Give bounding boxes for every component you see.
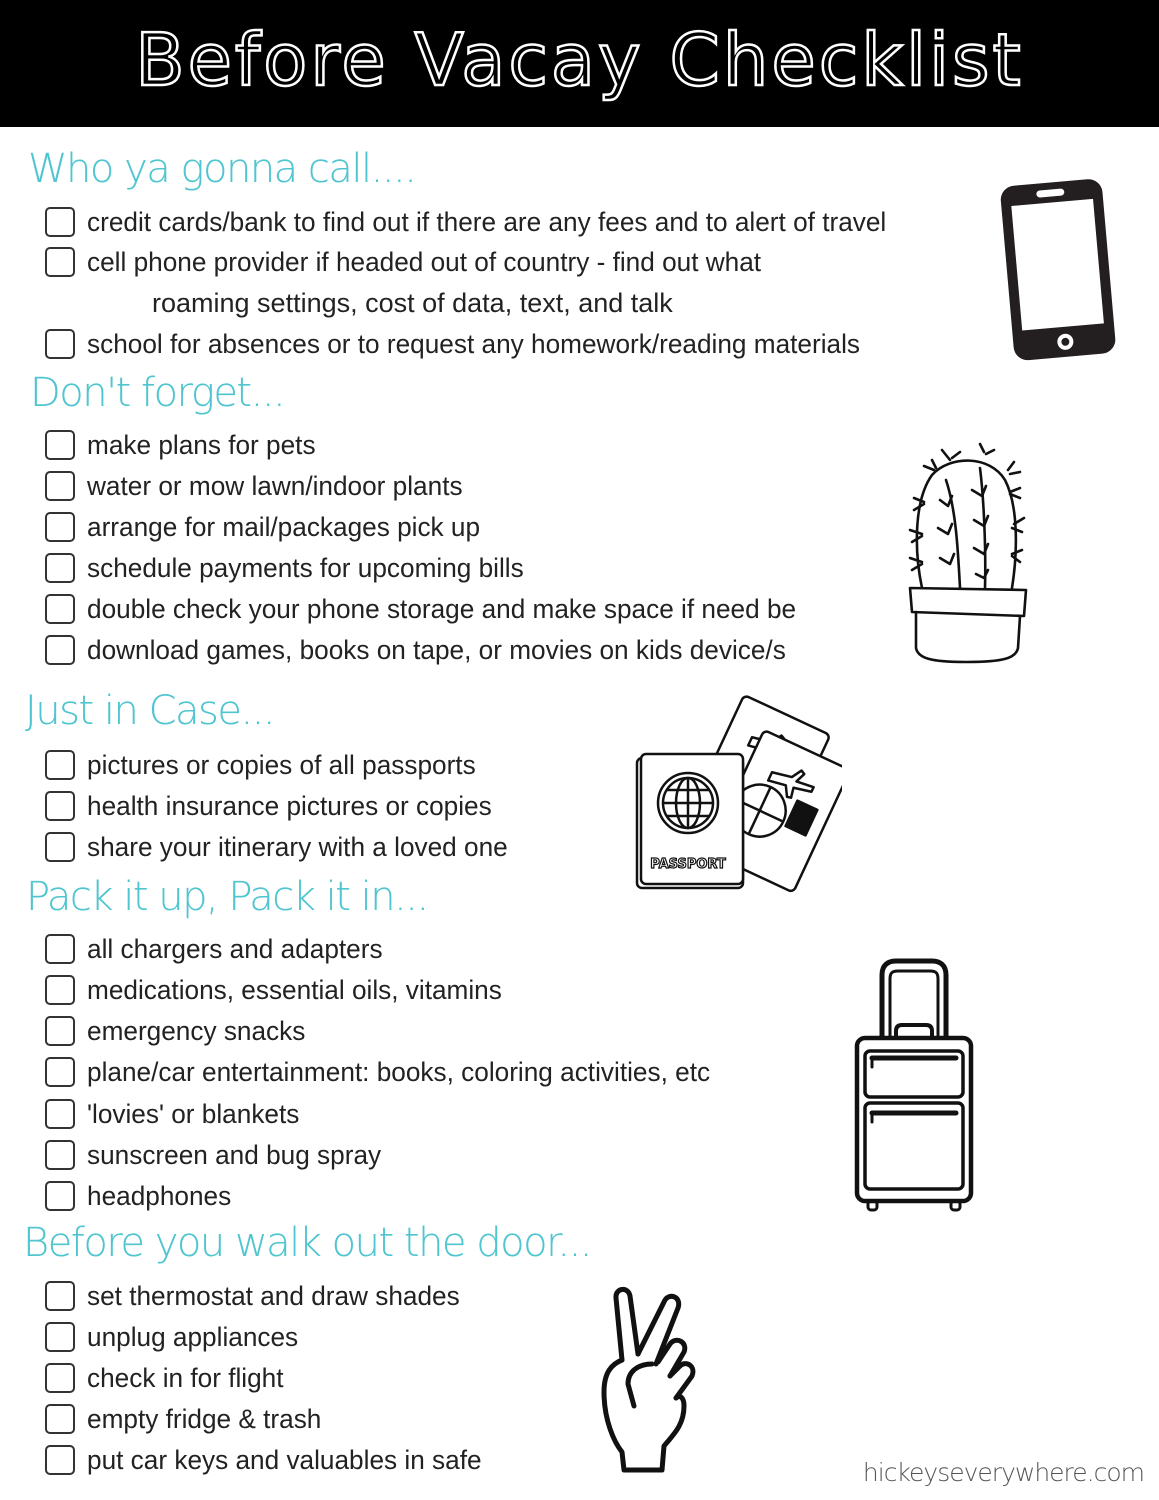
checklist-item[interactable] (45, 1055, 729, 1089)
passport-illustration (632, 690, 842, 895)
item-label: make plans for pets (87, 429, 316, 460)
checklist-item[interactable] (45, 428, 323, 462)
checklist-item[interactable] (45, 469, 474, 503)
checkbox[interactable] (45, 329, 75, 359)
checklist-item[interactable] (45, 510, 492, 544)
checklist-item[interactable] (45, 551, 537, 585)
item-label: set thermostat and draw shades (87, 1280, 460, 1311)
checklist-item[interactable] (45, 1014, 312, 1048)
checkbox[interactable] (45, 1322, 75, 1352)
checklist-item[interactable] (45, 1097, 306, 1131)
checklist-item[interactable] (45, 592, 818, 626)
item-label: share your itinerary with a loved one (87, 831, 508, 862)
item-label-continuation: roaming settings, cost of data, text, and talk (152, 288, 673, 318)
item-label: pictures or copies of all passports (87, 749, 476, 780)
checkbox[interactable] (45, 512, 75, 542)
page-title: Before Vacay Checklist (135, 17, 1024, 102)
checkbox[interactable] (45, 1057, 75, 1087)
smartphone-icon (995, 172, 1125, 367)
peace-hand-icon (592, 1280, 712, 1480)
checklist-item[interactable] (45, 973, 515, 1007)
item-label: cell phone provider if headed out of country - find out what (87, 246, 762, 277)
item-label: emergency snacks (87, 1015, 306, 1046)
checkbox[interactable] (45, 791, 75, 821)
header-banner (0, 0, 1159, 127)
section-heading-dont-forget: Don't forget... (30, 370, 285, 416)
checkbox[interactable] (45, 471, 75, 501)
footer-url[interactable]: hickeyseverywhere.com (862, 1458, 1144, 1487)
checklist-item[interactable] (45, 1361, 290, 1395)
item-label: water or mow lawn/indoor plants (87, 470, 463, 501)
checkbox[interactable] (45, 832, 75, 862)
item-label: arrange for mail/packages pick up (87, 511, 481, 542)
checklist-item[interactable] (45, 327, 884, 361)
checkbox[interactable] (45, 1140, 75, 1170)
checklist-item[interactable] (45, 1138, 390, 1172)
checkbox[interactable] (45, 1016, 75, 1046)
checkbox[interactable] (45, 1281, 75, 1311)
checkbox[interactable] (45, 934, 75, 964)
checkbox[interactable] (45, 1445, 75, 1475)
item-label: credit cards/bank to find out if there are any fees and to alert of travel (87, 206, 887, 237)
checkbox[interactable] (45, 247, 75, 277)
checkbox[interactable] (45, 1363, 75, 1393)
item-label: schedule payments for upcoming bills (87, 552, 524, 583)
checkbox[interactable] (45, 594, 75, 624)
item-label: health insurance pictures or copies (87, 790, 492, 821)
item-label: headphones (87, 1180, 232, 1211)
item-label: medications, essential oils, vitamins (87, 974, 502, 1005)
cactus-icon (900, 440, 1035, 670)
suitcase-icon (852, 955, 977, 1215)
checklist-item[interactable] (45, 789, 504, 823)
section-heading-before-door: Before you walk out the door... (23, 1220, 592, 1266)
item-label: empty fridge & trash (87, 1403, 322, 1434)
checklist-item[interactable] (45, 1320, 305, 1354)
checklist-item[interactable] (45, 1279, 471, 1313)
checklist-item[interactable] (45, 748, 488, 782)
section-heading-who-to-call: Who ya gonna call.... (28, 146, 416, 192)
item-label: school for absences or to request any homework/reading materials (87, 328, 861, 359)
checkbox[interactable] (45, 975, 75, 1005)
section-heading-pack-it-up: Pack it up, Pack it in... (26, 874, 428, 920)
item-label: put car keys and valuables in safe (87, 1444, 482, 1475)
passport-icon (632, 690, 842, 895)
item-label: plane/car entertainment: books, coloring activities, etc (87, 1056, 711, 1087)
checkbox[interactable] (45, 1181, 75, 1211)
item-label: unplug appliances (87, 1321, 299, 1352)
checklist-item[interactable] (45, 633, 807, 667)
checkbox[interactable] (45, 207, 75, 237)
checkbox[interactable] (45, 1404, 75, 1434)
checkbox[interactable] (45, 1099, 75, 1129)
checkbox[interactable] (45, 553, 75, 583)
passport-label: PASSPORT (650, 857, 726, 872)
checklist-item[interactable] (45, 932, 392, 966)
checklist-item[interactable] (45, 205, 911, 239)
checklist-item[interactable] (45, 1179, 236, 1213)
checkbox[interactable] (45, 750, 75, 780)
section-heading-just-in-case: Just in Case... (25, 688, 275, 734)
item-label: sunscreen and bug spray (87, 1139, 382, 1170)
checkbox[interactable] (45, 430, 75, 460)
item-label: check in for flight (87, 1362, 284, 1393)
checklist-item[interactable] (45, 1402, 329, 1436)
checklist-item[interactable] (45, 830, 521, 864)
item-label: all chargers and adapters (87, 933, 383, 964)
checklist-item[interactable] (45, 245, 782, 279)
item-label: download games, books on tape, or movies on kids device/s (87, 634, 786, 665)
item-label: 'lovies' or blankets (87, 1098, 300, 1129)
checklist-item[interactable] (45, 1443, 494, 1477)
checkbox[interactable] (45, 635, 75, 665)
item-label: double check your phone storage and make space if need be (87, 593, 797, 624)
